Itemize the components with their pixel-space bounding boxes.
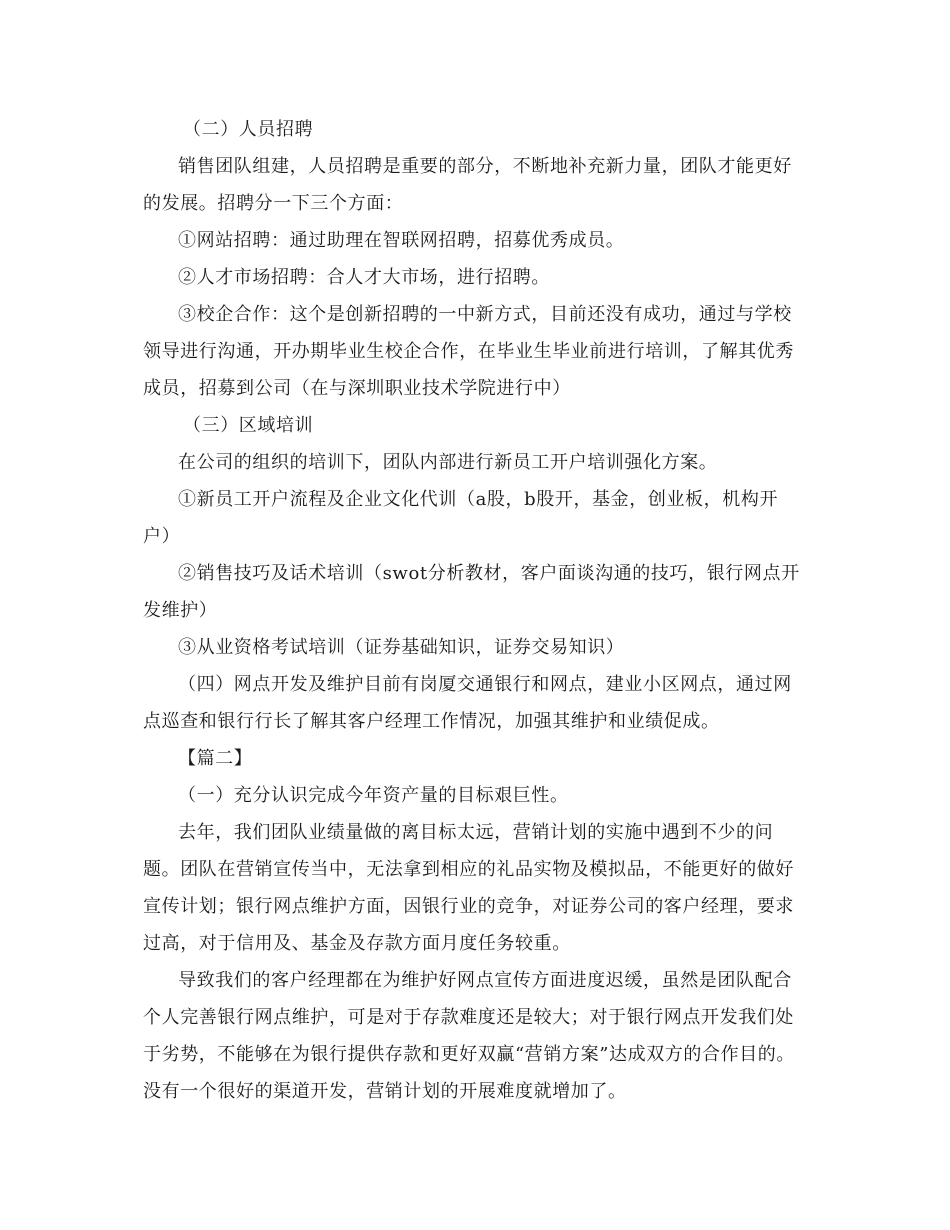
list-item-line: ①新员工开户流程及企业文化代训（a股，b股开，基金，创业板，机构开 — [178, 489, 779, 510]
paragraph-line: 发维护） — [143, 600, 218, 621]
paragraph-line: 销售团队组建，人员招聘是重要的部分，不断地补充新力量，团队才能更好 — [178, 156, 792, 177]
paragraph-line: 个人完善银行网点维护，可是对于存款难度还是较大；对于银行网点开发我们处 — [143, 1007, 794, 1028]
list-item-line: ②人才市场招聘：合人才大市场，进行招聘。 — [178, 267, 550, 288]
paragraph-line: 于劣势，不能够在为银行提供存款和更好双赢“营销方案”达成双方的合作目的。 — [143, 1044, 796, 1065]
paragraph-line: 题。团队在营销宣传当中，无法拿到相应的礼品实物及模拟品，不能更好的做好 — [143, 859, 794, 880]
paragraph-line: 的发展。招聘分一下三个方面： — [143, 193, 404, 214]
paragraph-line: 点巡查和银行行长了解其客户经理工作情况，加强其维护和业绩促成。 — [143, 711, 720, 732]
paragraph-line: 成员，招募到公司（在与深圳职业技术学院进行中） — [143, 378, 571, 399]
part-heading: 【篇二】 — [178, 748, 253, 769]
section-heading-goal: （一）充分认识完成今年资产量的目标艰巨性。 — [178, 785, 569, 806]
list-item-line: ②销售技巧及话术培训（swot分析教材，客户面谈沟通的技巧，银行网点开 — [178, 563, 800, 584]
list-item-line: ③从业资格考试培训（证券基础知识，证券交易知识） — [178, 637, 625, 658]
paragraph-line: 过高，对于信用及、基金及存款方面月度任务较重。 — [143, 933, 571, 954]
paragraph-line: 户） — [143, 526, 181, 547]
paragraph-line: 在公司的组织的培训下，团队内部进行新员工开户培训强化方案。 — [178, 452, 718, 473]
paragraph-line: 宣传计划；银行网点维护方面，因银行业的竞争，对证券公司的客户经理，要求 — [143, 896, 794, 917]
paragraph-line: 没有一个很好的渠道开发，营销计划的开展难度就增加了。 — [143, 1081, 627, 1102]
paragraph-line: 去年，我们团队业绩量做的离目标太远，营销计划的实施中遇到不少的问 — [178, 822, 774, 843]
section-heading-recruitment: （二）人员招聘 — [183, 119, 314, 140]
section-heading-training: （三）区域培训 — [183, 415, 314, 436]
list-item-line: ①网站招聘：通过助理在智联网招聘，招募优秀成员。 — [178, 230, 625, 251]
list-item-line: ③校企合作：这个是创新招聘的一中新方式，目前还没有成功，通过与学校 — [178, 304, 792, 325]
paragraph-line: 导致我们的客户经理都在为维护好网点宣传方面进度迟缓，虽然是团队配合 — [178, 970, 792, 991]
section-heading-outlets: （四）网点开发及维护目前有岗厦交通银行和网点，建业小区网点，通过网 — [178, 674, 792, 695]
paragraph-line: 领导进行沟通，开办期毕业生校企合作，在毕业生毕业前进行培训，了解其优秀 — [143, 341, 794, 362]
